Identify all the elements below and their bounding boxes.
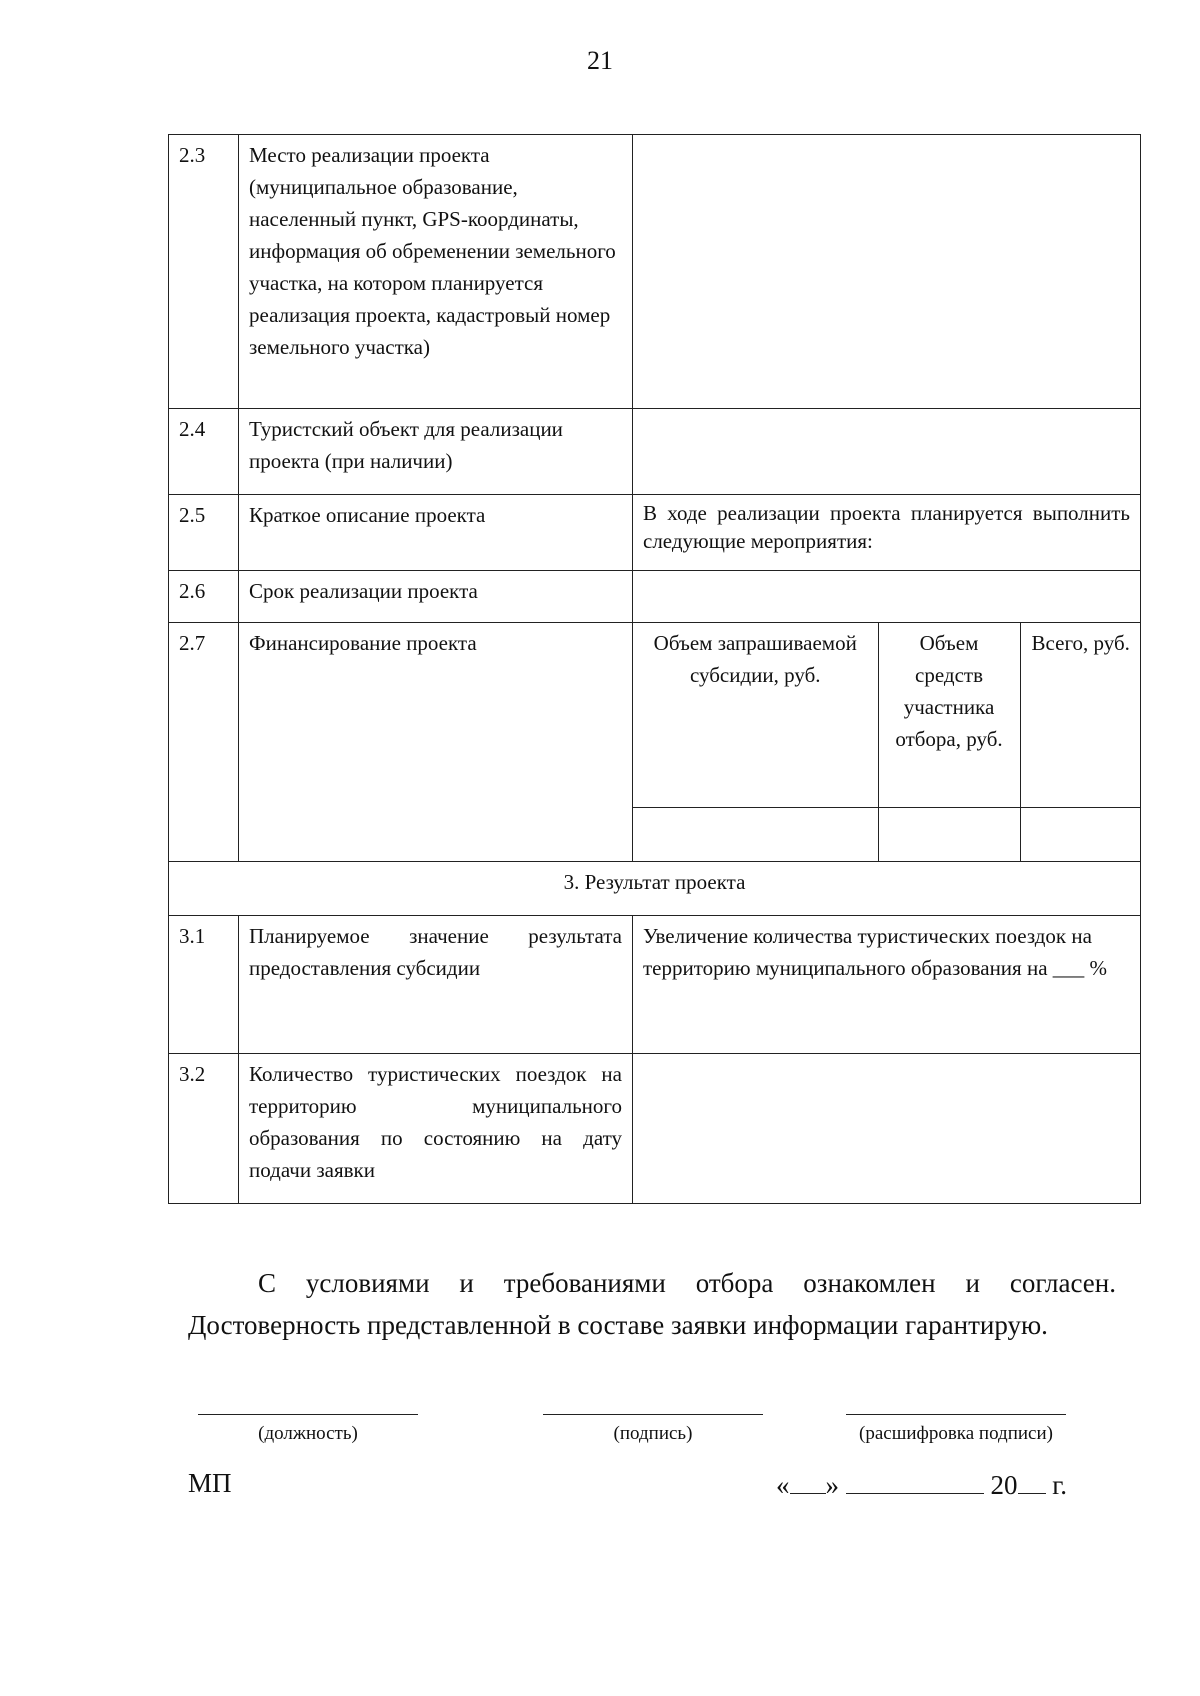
row-number: 2.4	[169, 409, 239, 495]
date-close-quote: »	[825, 1470, 839, 1500]
signature-line[interactable]: (подпись)	[543, 1414, 763, 1445]
consent-line-1: С условиями и требованиями отбора ознакомлен и согласен.	[258, 1268, 1116, 1298]
table-row	[169, 1054, 1141, 1204]
date-line	[776, 1470, 1067, 1501]
table-row	[169, 495, 1141, 571]
row-label: Количество туристических поездок на территорию муниципального образования по состоянию на дату подачи заявки	[239, 1054, 633, 1204]
financing-subtable	[633, 623, 1141, 861]
row-number: 2.7	[169, 623, 239, 862]
date-open-quote: «	[776, 1470, 790, 1500]
year-blank[interactable]	[1018, 1471, 1046, 1494]
subsidy-amount-header: Объем запрашиваемой субсидии, руб.	[633, 623, 878, 807]
consent-statement	[188, 1262, 1116, 1346]
row-label: Планируемое значение результата предоставления субсидии	[239, 916, 633, 1054]
financing-cell	[633, 623, 1141, 862]
signature-decoding-line[interactable]: (расшифровка подписи)	[846, 1414, 1066, 1445]
row-value[interactable]: Увеличение количества туристических поездок на территорию муниципального образования на ___ %	[633, 916, 1141, 1054]
subsidy-amount-value[interactable]	[633, 807, 878, 861]
page-number: 21	[587, 46, 613, 75]
day-blank[interactable]	[790, 1471, 826, 1494]
year-prefix: 20	[990, 1470, 1018, 1500]
row-label: Краткое описание проекта	[239, 495, 633, 571]
row-label: Финансирование проекта	[239, 623, 633, 862]
row-value[interactable]	[633, 135, 1141, 409]
table-row	[169, 571, 1141, 623]
section-header-row	[169, 862, 1141, 916]
table-row	[169, 409, 1141, 495]
row-number: 2.3	[169, 135, 239, 409]
total-header: Всего, руб.	[1020, 623, 1141, 807]
row-number: 3.1	[169, 916, 239, 1054]
position-signature-line[interactable]: (должность)	[198, 1414, 418, 1445]
section-title: 3. Результат проекта	[169, 862, 1141, 916]
row-number: 2.5	[169, 495, 239, 571]
row-number: 2.6	[169, 571, 239, 623]
row-value[interactable]	[633, 571, 1141, 623]
row-number: 3.2	[169, 1054, 239, 1204]
table-row	[169, 135, 1141, 409]
month-blank[interactable]	[846, 1471, 984, 1494]
row-value[interactable]: В ходе реализации проекта планируется выполнить следующие мероприятия:	[633, 495, 1141, 571]
row-value[interactable]	[633, 1054, 1141, 1204]
consent-line-2: Достоверность представленной в составе заявки информации гарантирую.	[188, 1310, 1048, 1340]
row-label: Туристский объект для реализации проекта (при наличии)	[239, 409, 633, 495]
participant-funds-value[interactable]	[878, 807, 1020, 861]
year-suffix: г.	[1052, 1470, 1068, 1500]
stamp-place: МП	[188, 1468, 232, 1498]
row-label: Место реализации проекта (муниципальное образование, населенный пункт, GPS-координаты, информация об обременении земельного участка, на котором планируется реализация проекта, кадастровый номер земельного участка)	[239, 135, 633, 409]
row-label: Срок реализации проекта	[239, 571, 633, 623]
table-row-financing	[169, 623, 1141, 862]
application-form-table	[168, 134, 1141, 1204]
table-row	[169, 916, 1141, 1054]
row-value[interactable]	[633, 409, 1141, 495]
participant-funds-header: Объем средств участника отбора, руб.	[878, 623, 1020, 807]
total-value[interactable]	[1020, 807, 1141, 861]
